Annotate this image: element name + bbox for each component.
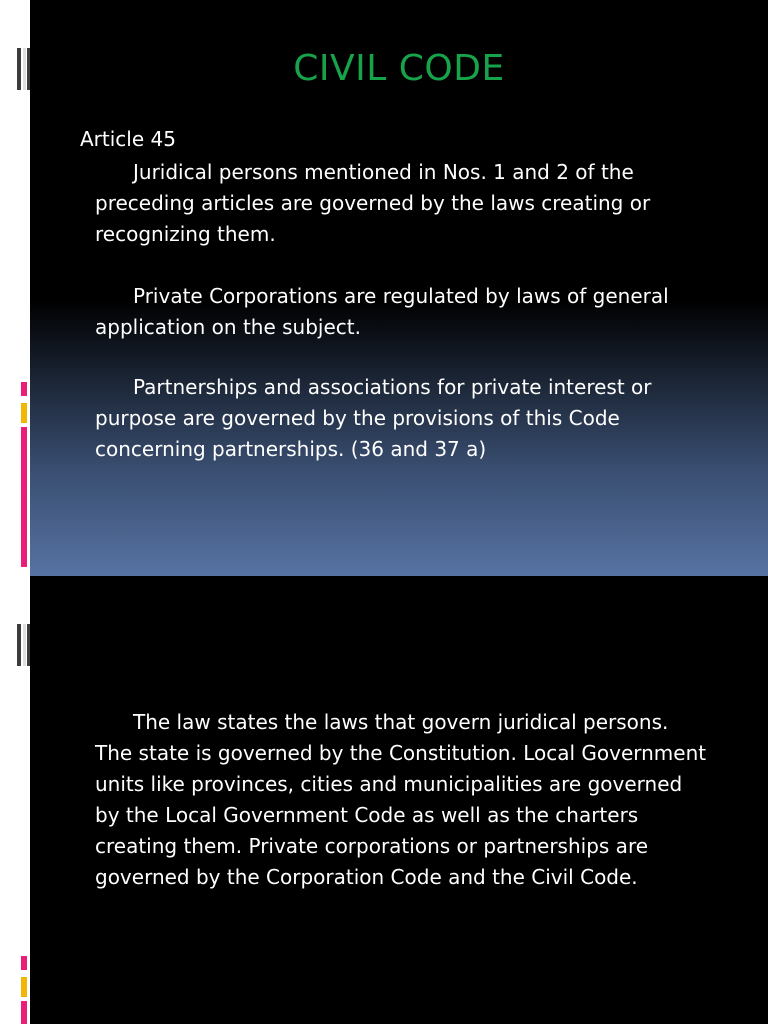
slide-title: CIVIL CODE (293, 48, 505, 89)
paragraph: Juridical persons mentioned in Nos. 1 and 2 of the preceding articles are governed by the laws creating or recognizing them. (95, 160, 651, 246)
article-heading: Article 45 (80, 127, 176, 151)
paragraph: The law states the laws that govern juridical persons. The state is governed by the Constitution. Local Government units like provinces, cities and municipalities are governed by the Local Government Code as well as the charters creating them. Private corporations or partnerships are governed by the Corporation Code and the Civil Code. (95, 710, 707, 889)
paragraph: Private Corporations are regulated by laws of general application on the subject. (95, 284, 669, 339)
paragraph: Partnerships and associations for private interest or purpose are governed by the provisions of this Code concerning partnerships. (36 and 37 a) (95, 375, 652, 461)
